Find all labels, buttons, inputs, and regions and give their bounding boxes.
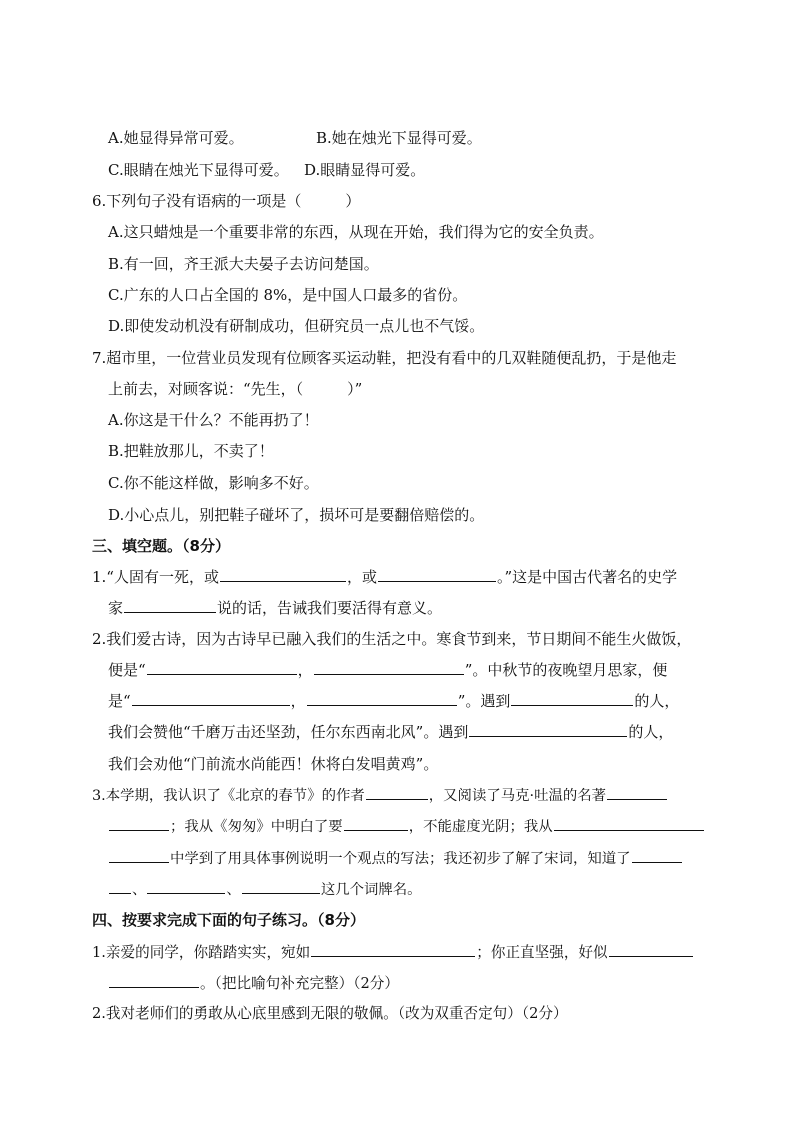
q7-stem-line1: 7.超市里，一位营业员发现有位顾客买运动鞋，把没有看中的几双鞋随便乱扔，于是他走 — [92, 349, 677, 367]
q7-option-b: B.把鞋放那儿，不卖了！ — [108, 442, 274, 460]
s3-q2-text10: 的人， — [628, 723, 674, 741]
s3-q2-line2 — [108, 660, 667, 680]
s3-q3-text2: ，又阅读了马克·吐温的名著 — [428, 788, 607, 804]
section4-title: 四、按要求完成下面的句子练习。（8分） — [92, 911, 365, 929]
s3-q2-line3 — [108, 691, 679, 711]
s4-q2: 2.我对老师们的勇敢从心底里感到无限的敬佩。（改为双重否定句）（2分） — [92, 1005, 568, 1022]
s3-q3-blank3[interactable] — [344, 816, 408, 831]
s4-q1-text2: ；你正直坚强，好似 — [476, 944, 608, 961]
section3-title: 三、填空题。（8分） — [92, 537, 230, 555]
s3-q3-blank4a[interactable] — [554, 816, 704, 831]
s3-q1-blank3[interactable] — [124, 598, 216, 613]
s3-q1-text1: 1.“人固有一死，或 — [92, 568, 219, 586]
q6-option-b: B.有一回，齐王派大夫晏子去访问楚国。 — [108, 255, 379, 273]
s4-q1-blank2a[interactable] — [609, 942, 693, 957]
s3-q3-line3 — [108, 848, 683, 869]
s3-q2-text5: 是“ — [108, 692, 131, 710]
s3-q2-line5: 我们会劝他“门前流水尚能西！休将白发唱黄鸡”。 — [108, 755, 439, 773]
s4-q1-line2 — [108, 973, 399, 994]
s3-q2-text8: 的人， — [634, 692, 680, 710]
s4-q1-line1 — [92, 942, 694, 963]
s3-q3-text1: 3.本学期，我认识了《北京的春节》的作者 — [92, 788, 365, 804]
s3-q1-text3: 。”这是中国古代著名的史学 — [497, 568, 678, 586]
s4-q1-text1: 1.亲爱的同学，你踏踏实实，宛如 — [92, 944, 311, 961]
s3-q1-blank1[interactable] — [220, 567, 346, 582]
s3-q2-blank5[interactable] — [511, 691, 633, 706]
s3-q2-text4: ”。中秋节的夜晚望月思家，便 — [464, 661, 668, 679]
s4-q1-text3: 。（把比喻句补充完整）（2分） — [200, 975, 399, 992]
s3-q3-text7: 、 — [226, 882, 241, 898]
s3-q3-blank7[interactable] — [242, 879, 320, 894]
s3-q2-text3: ， — [297, 661, 313, 679]
s3-q2-text6: ， — [290, 692, 306, 710]
q5-option-c: C.眼睛在烛光下显得可爱。 — [108, 161, 289, 179]
s3-q2-line1: 2.我们爱古诗，因为古诗早已融入我们的生活之中。寒食节到来，节日期间不能生火做饭， — [92, 630, 692, 648]
q6-option-c: C.广东的人口占全国的 8%，是中国人口最多的省份。 — [108, 286, 468, 304]
s3-q3-text3: ；我从《匆匆》中明白了要 — [170, 819, 343, 835]
s3-q3-text6: 、 — [132, 882, 147, 898]
s4-q1-blank1[interactable] — [311, 942, 475, 957]
q6-option-d: D.即使发动机没有研制成功，但研究员一点儿也不气馁。 — [108, 317, 485, 335]
q6-stem-text: 6.下列句子没有语病的一项是（ — [92, 192, 302, 210]
q5-option-a: A.她显得异常可爱。 — [108, 129, 244, 147]
s3-q2-blank3[interactable] — [132, 691, 290, 706]
q5-option-b: B.她在烛光下显得可爱。 — [316, 129, 482, 147]
s3-q2-blank1[interactable] — [147, 660, 297, 675]
s3-q1-text2: ，或 — [346, 568, 377, 586]
s3-q3-blank5a[interactable] — [632, 848, 682, 863]
s3-q3-blank2b[interactable] — [109, 816, 169, 831]
s3-q1-text5: 说的话，告诫我们要活得有意义。 — [217, 599, 443, 617]
s3-q3-blank4b[interactable] — [109, 848, 169, 863]
s3-q2-text7: ”。遇到 — [457, 692, 511, 710]
s3-q3-text5: 中学到了用具体事例说明一个观点的写法；我还初步了解了宋词，知道了 — [170, 851, 631, 867]
q7-stem-text: 上前去，对顾客说：“先生，（ — [108, 380, 304, 398]
s3-q1-text4: 家 — [108, 599, 124, 617]
q7-option-d: D.小心点儿，别把鞋子碰坏了，损坏可是要翻倍赔偿的。 — [108, 506, 485, 524]
s3-q1-line1 — [92, 567, 677, 587]
s3-q3-line2 — [108, 816, 705, 837]
s3-q2-blank2[interactable] — [314, 660, 464, 675]
s3-q3-blank2a[interactable] — [607, 785, 667, 800]
q7-stem-close: ）” — [347, 380, 363, 398]
q7-option-a: A.你这是干什么？不能再扔了！ — [108, 411, 319, 429]
s3-q3-line1 — [92, 785, 668, 806]
q6-option-a: A.这只蜡烛是一个重要非常的东西，从现在开始，我们得为它的安全负责。 — [108, 223, 604, 241]
s3-q1-blank2[interactable] — [378, 567, 496, 582]
s3-q3-line4 — [108, 879, 422, 900]
s3-q3-text8: 这几个词牌名。 — [320, 882, 422, 898]
s3-q3-blank6[interactable] — [147, 879, 225, 894]
q6-stem-close: ） — [345, 192, 361, 210]
s3-q2-text9: 我们会赞他“千磨万击还坚劲，任尔东西南北风”。遇到 — [108, 723, 469, 741]
s4-q1-blank2b[interactable] — [109, 973, 199, 988]
q6-stem — [92, 191, 360, 211]
s3-q3-text4: ，不能虚度光阴；我从 — [408, 819, 553, 835]
q5-option-d: D.眼睛显得可爱。 — [304, 161, 426, 179]
s3-q2-blank6[interactable] — [469, 722, 627, 737]
s3-q2-text2: 便是“ — [108, 661, 146, 679]
q7-stem-line2 — [108, 379, 362, 399]
s3-q3-blank1[interactable] — [366, 785, 428, 800]
s3-q2-line4 — [108, 722, 673, 742]
s3-q2-blank4[interactable] — [307, 691, 457, 706]
s3-q1-line2 — [108, 598, 442, 618]
q7-option-c: C.你不能这样做，影响多不好。 — [108, 474, 319, 492]
s3-q3-blank5b[interactable] — [109, 879, 131, 894]
